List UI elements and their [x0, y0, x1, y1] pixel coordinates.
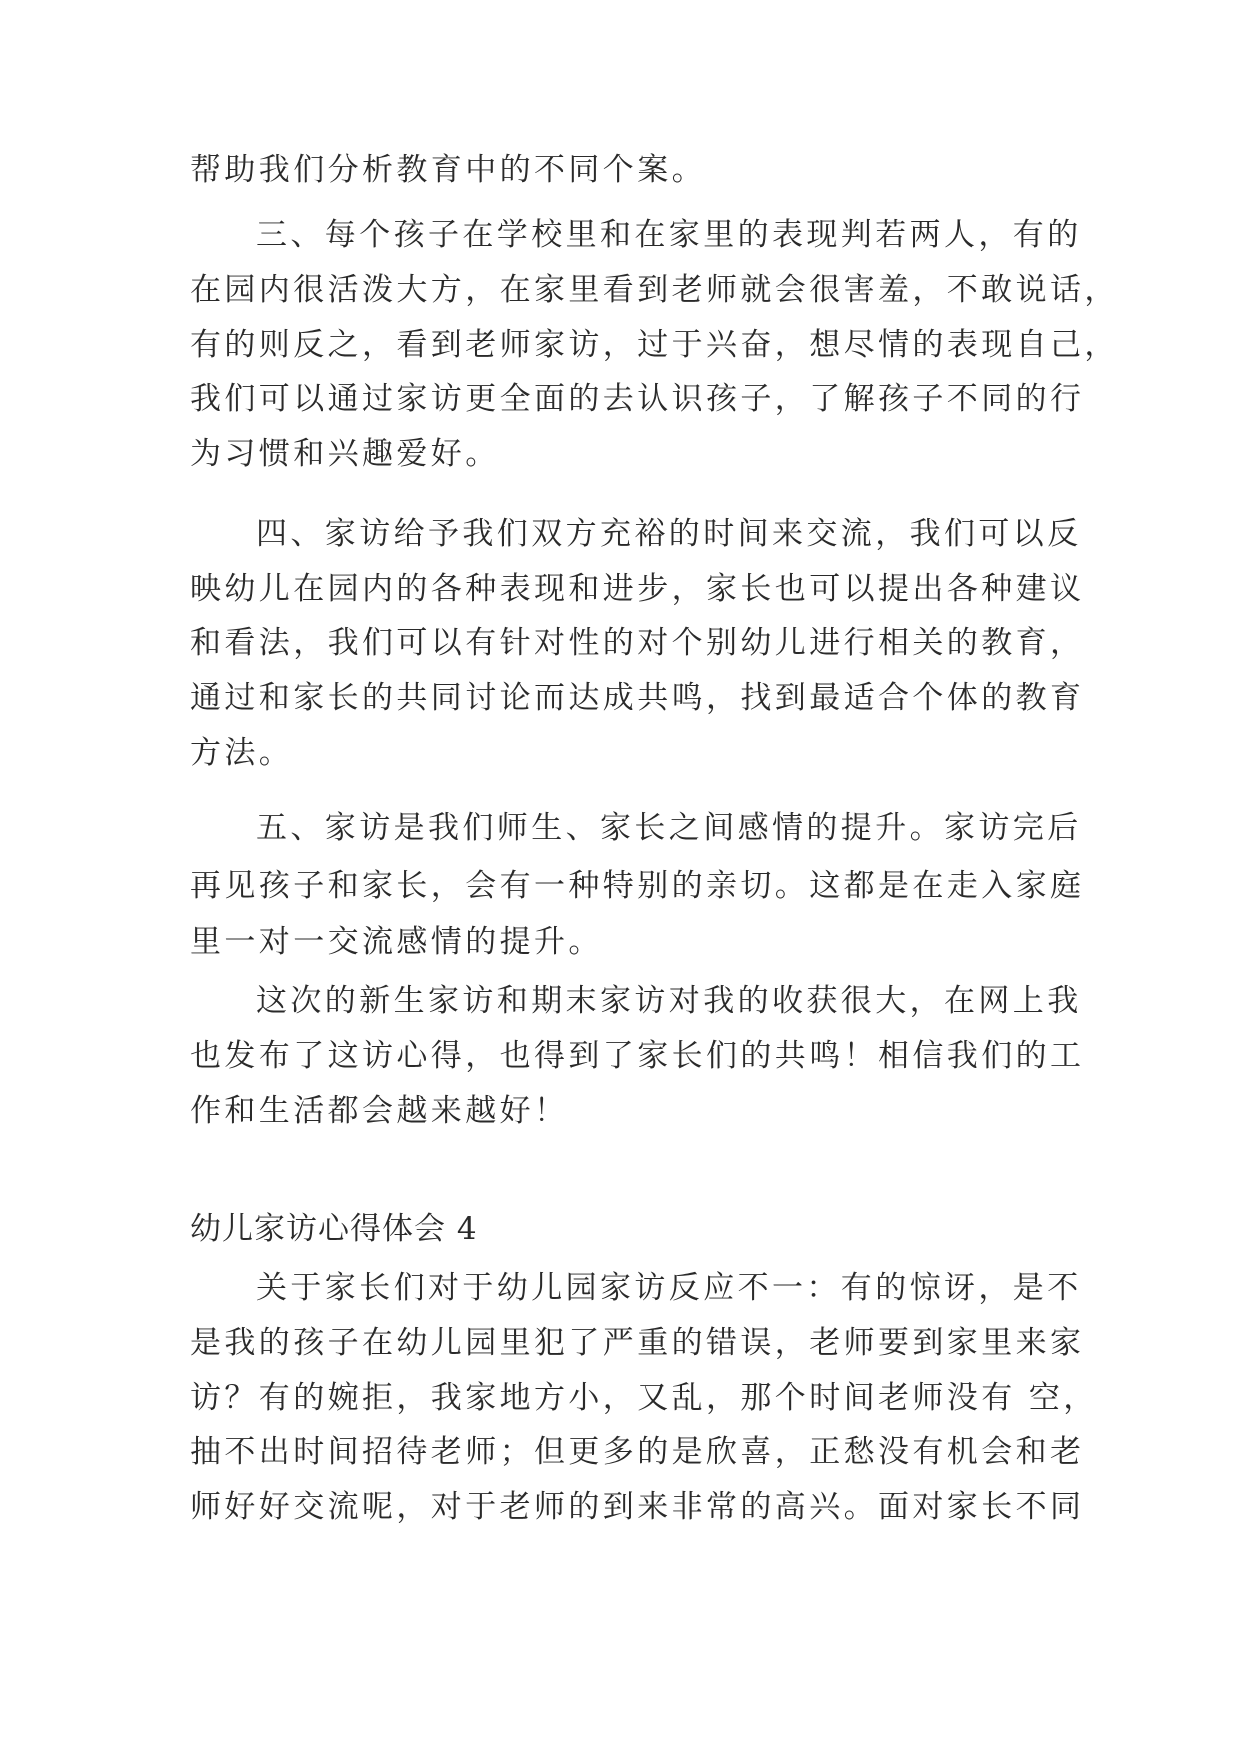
text-line: 这次的新生家访和期末家访对我的收获很大，在网上我 — [256, 983, 1082, 1019]
text-line: 方法。 — [190, 735, 294, 771]
text-line: 和看法，我们可以有针对性的对个别幼儿进行相关的教育， — [190, 625, 1085, 661]
text-line: 为习惯和兴趣爱好。 — [190, 436, 500, 472]
text-line: 有的则反之，看到老师家访，过于兴奋，想尽情的表现自己， — [190, 327, 1119, 363]
text-line: 作和生活都会越来越好！ — [190, 1093, 569, 1129]
text-line: 映幼儿在园内的各种表现和进步，家长也可以提出各种建议 — [190, 571, 1085, 607]
text-line: 抽不出时间招待老师；但更多的是欣喜，正愁没有机会和老 — [190, 1434, 1085, 1470]
text-line: 再见孩子和家长，会有一种特别的亲切。这都是在走入家庭 — [190, 868, 1085, 904]
text-line: 师好好交流呢，对于老师的到来非常的高兴。面对家长不同 — [190, 1489, 1085, 1525]
text-line: 通过和家长的共同讨论而达成共鸣，找到最适合个体的教育 — [190, 680, 1085, 716]
text-line: 我们可以通过家访更全面的去认识孩子，了解孩子不同的行 — [190, 381, 1085, 417]
text-line: 三、每个孩子在学校里和在家里的表现判若两人，有的 — [256, 217, 1082, 253]
text-line: 帮助我们分析教育中的不同个案。 — [190, 152, 706, 188]
text-line: 访？有的婉拒，我家地方小，又乱，那个时间老师没有 空， — [190, 1380, 1098, 1416]
text-line: 四、家访给予我们双方充裕的时间来交流，我们可以反 — [256, 516, 1082, 552]
text-line: 是我的孩子在幼儿园里犯了严重的错误，老师要到家里来家 — [190, 1325, 1085, 1361]
text-line: 五、家访是我们师生、家长之间感情的提升。家访完后 — [256, 810, 1082, 846]
text-line: 里一对一交流感情的提升。 — [190, 924, 603, 960]
text-line: 关于家长们对于幼儿园家访反应不一：有的惊讶，是不 — [256, 1270, 1082, 1306]
section-heading: 幼儿家访心得体会 4 — [190, 1211, 478, 1247]
text-line: 也发布了这访心得，也得到了家长们的共鸣！相信我们的工 — [190, 1038, 1085, 1074]
text-line: 在园内很活泼大方，在家里看到老师就会很害羞，不敢说话， — [190, 272, 1119, 308]
